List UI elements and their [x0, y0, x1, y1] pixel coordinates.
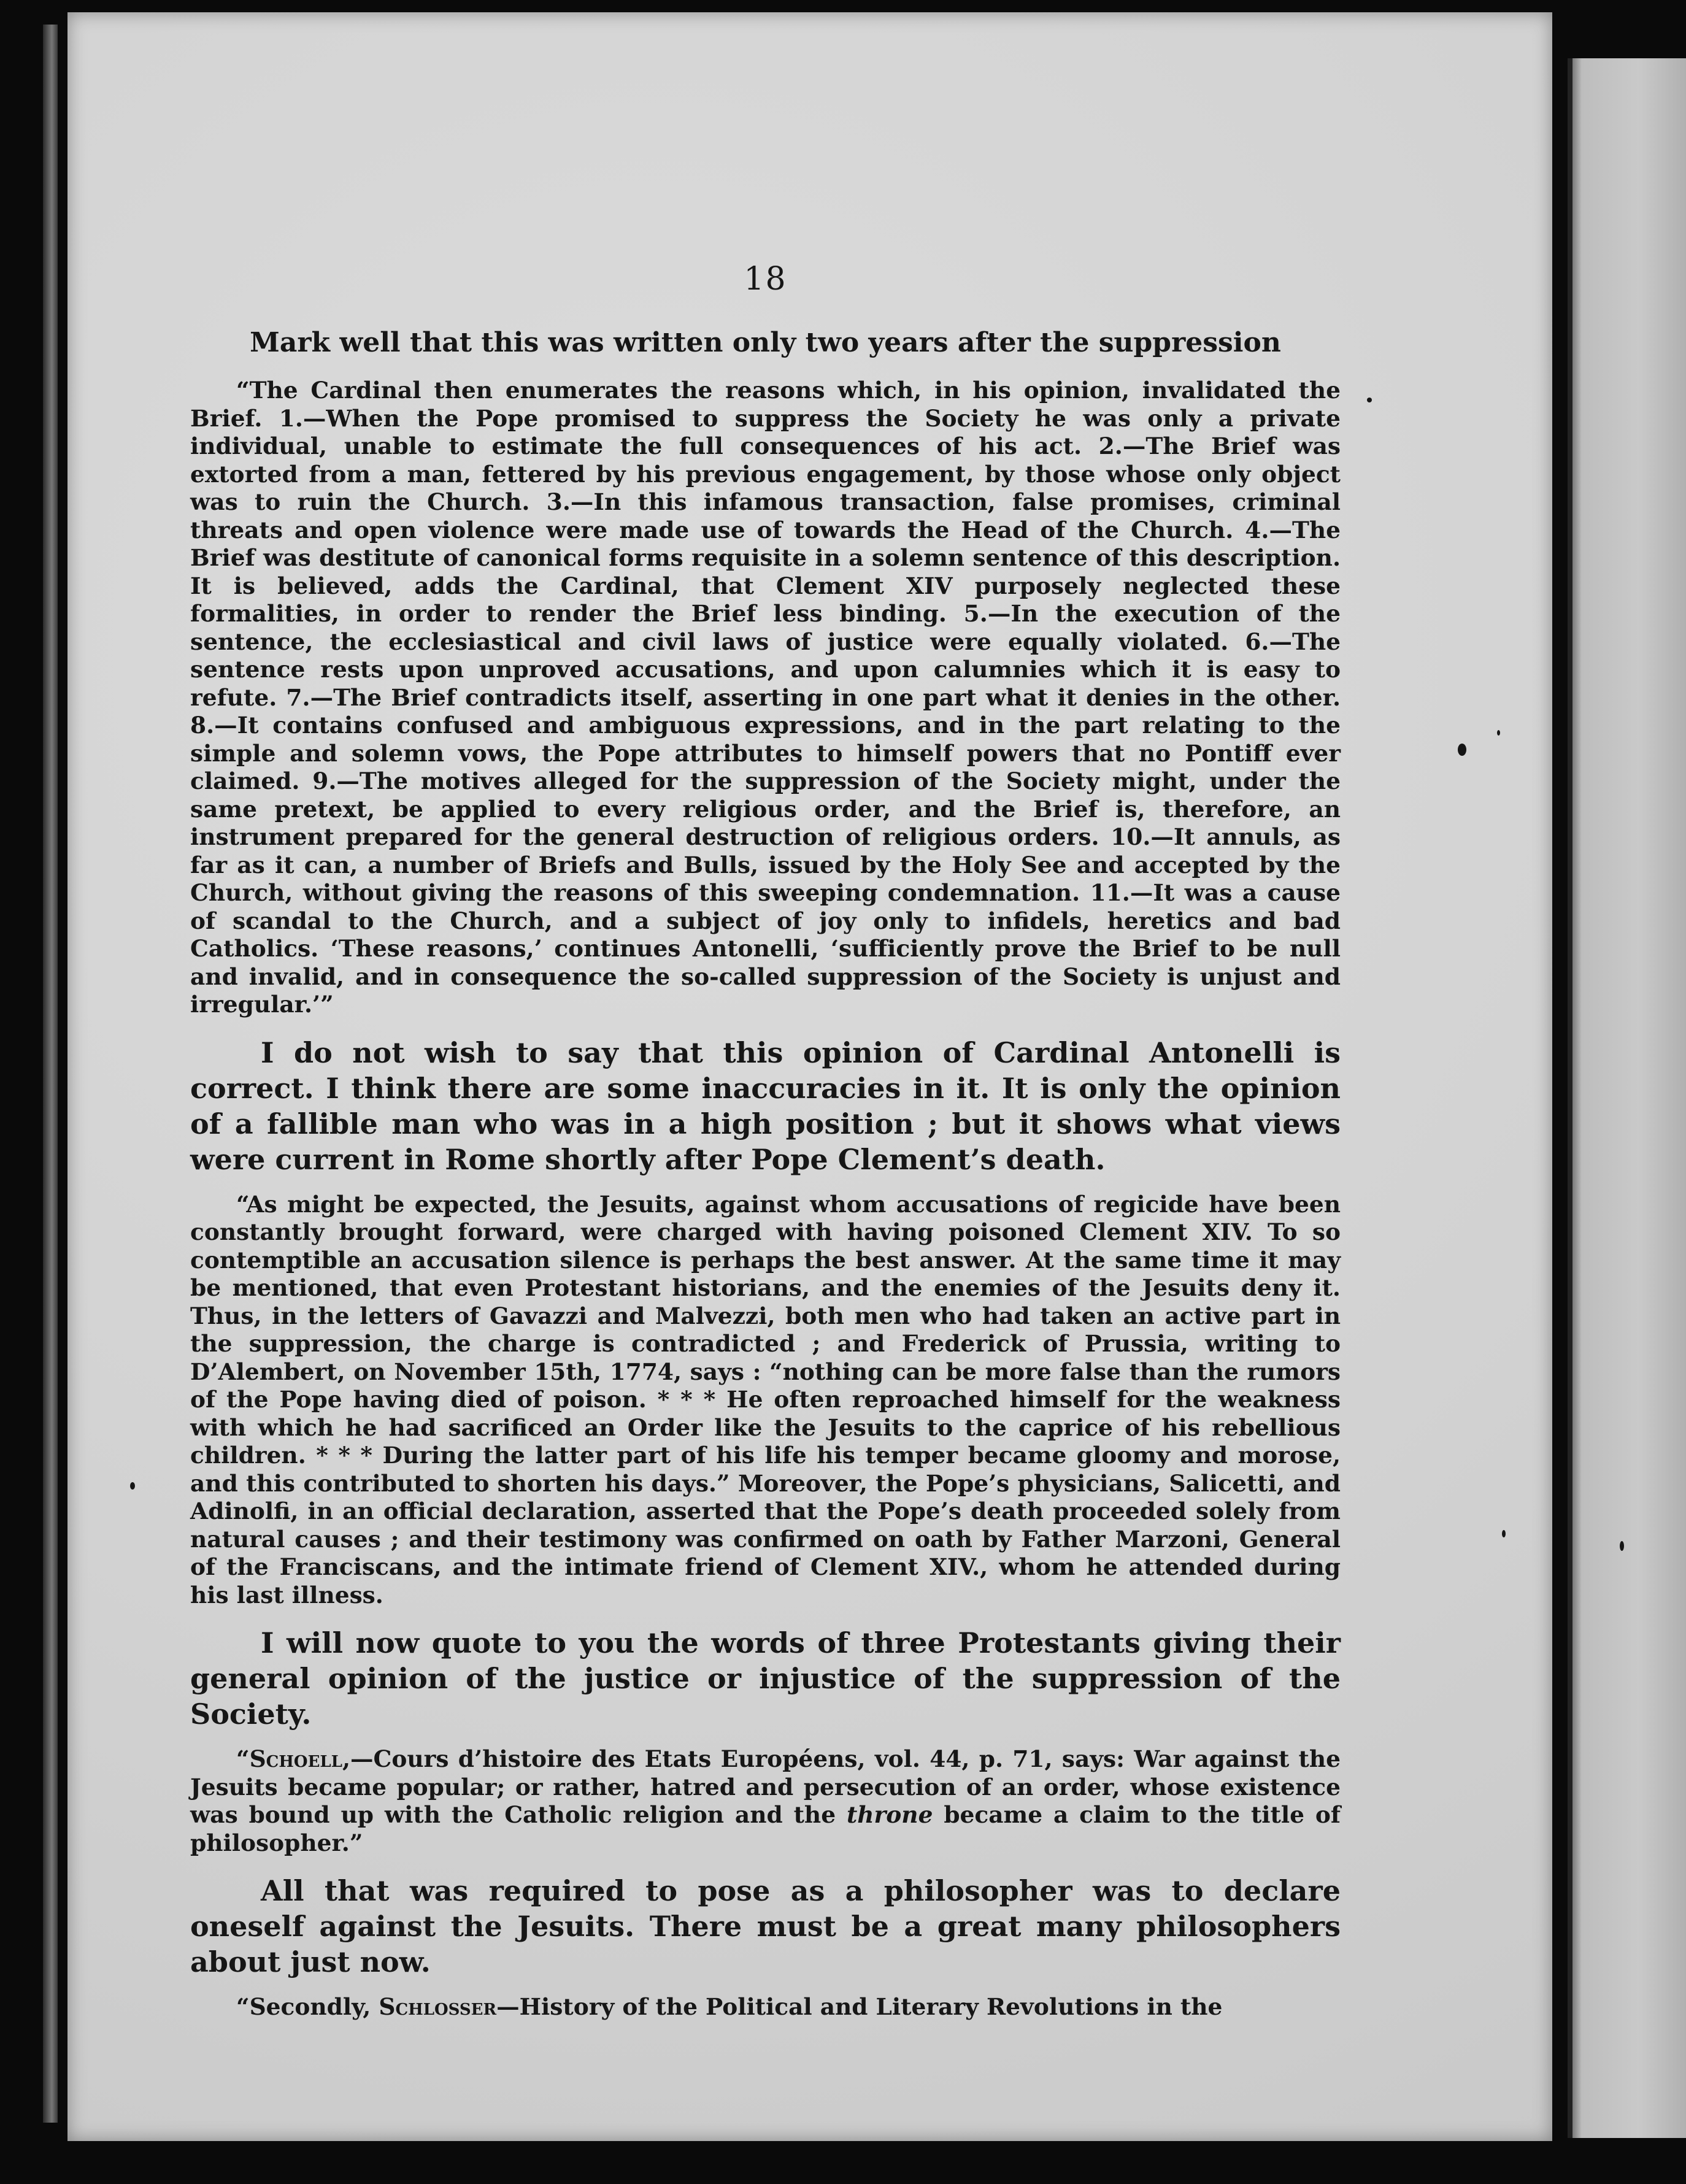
page-number: 18	[744, 261, 787, 298]
quote-schlosser-lead: “Secondly,	[236, 1993, 379, 2020]
scan-speck	[1502, 1530, 1506, 1537]
scan-speck	[1367, 398, 1372, 402]
paragraph-commentary-2: I will now quote to you the words of three Protestants giving their general opinion of the justice or injustice of the suppression of the Society.	[190, 1626, 1341, 1731]
scan-speck	[1620, 1541, 1624, 1551]
quote-schoell: “Schoell,—Cours d’histoire des Etats Européens, vol. 44, p. 71, says: War against the Jesuits became popular; or rather, hatred and persecution of an order, whose existence was bound up with the Catholic religion and the throne became a claim to the title of philosopher.”	[190, 1745, 1341, 1856]
paragraph-commentary-3: All that was required to pose as a philosopher was to declare oneself against the Jesuits. There must be a great many philosophers about just now.	[190, 1874, 1341, 1978]
quote-poison-charge: “As might be expected, the Jesuits, against whom accusations of regicide have been constantly brought forward, were charged with having poisoned Clement XIV. To so contemptible an accusation silence is perhaps the best answer. At the same time it may be mentioned, that even Protestant historians, and the enemies of the Jesuits deny it. Thus, in the letters of Gavazzi and Malvezzi, both men who had taken an active part in the suppression, the charge is contradicted ; and Frederick of Prussia, writing to D’Alembert, on November 15th, 1774, says : “nothing can be more false than the rumors of the Pope having died of poison. * * * He often reproached himself for the weakness with which he had sacrificed an Order like the Jesuits to the caprice of his rebellious children. * * * During the latter part of his life his temper became gloomy and morose, and this contributed to shorten his days.” Moreover, the Pope’s physicians, Salicetti, and Adinolfi, in an official declaration, asserted that the Pope’s death proceeded solely from natural causes ; and their testimony was confirmed on oath by Father Marzoni, General of the Franciscans, and the intimate friend of Clement XIV., whom he attended during his last illness.	[190, 1190, 1341, 1609]
paragraph-commentary-1: I do not wish to say that this opinion of Cardinal Antonelli is correct. I think there are some inaccuracies in it. It is only the opinion of a fallible man who was in a high position ; but it shows what views were current in Rome shortly after Pope Clement’s death.	[190, 1036, 1341, 1176]
quote-schlosser-text: —History of the Political and Literary Revolutions in the	[496, 1993, 1223, 2020]
quote-schoell-end: became a claim to the title of philosopher.”	[190, 1801, 1341, 1856]
page-gutter	[1568, 58, 1572, 2138]
scan-frame-edge	[43, 25, 58, 2123]
scan-speck	[1497, 730, 1500, 736]
paragraph-note: Mark well that this was written only two years after the suppression	[250, 327, 1281, 358]
adjacent-page-edge	[1568, 58, 1686, 2138]
quote-schlosser	[190, 1993, 1341, 2021]
quote-schoell-text: —Cours d’histoire des Etats Européens, vol. 44, p. 71, says: War against the Jesuits became popular; or rather, hatred and persecution of an order, whose existence was bound up with the Catholic religion and the	[190, 1745, 1341, 1828]
page-content	[190, 258, 1341, 2037]
author-name-schoell: Schoell,	[249, 1745, 351, 1772]
quote-schoell-italic: throne	[846, 1801, 933, 1828]
scan-speck	[1458, 744, 1466, 756]
scan-speck	[130, 1482, 135, 1490]
author-name-schlosser: Schlosser	[379, 1993, 497, 2020]
quote-antonelli-reasons: “The Cardinal then enumerates the reasons which, in his opinion, invalidated the Brief. 1.—When the Pope promised to suppress the Society he was only a private individual, unable to estimate the full consequences of his act. 2.—The Brief was extorted from a man, fettered by his previous engagement, by those whose only object was to ruin the Church. 3.—In this infamous transaction, false promises, criminal threats and open violence were made use of towards the Head of the Church. 4.—The Brief was destitute of canonical forms requisite in a solemn sentence of this description. It is believed, adds the Cardinal, that Clement XIV purposely neglected these formalities, in order to render the Brief less binding. 5.—In the execution of the sentence, the ecclesiastical and civil laws of justice were equally violated. 6.—The sentence rests upon unproved accusations, and upon calumnies which it is easy to refute. 7.—The Brief contradicts itself, asserting in one part what it denies in the other. 8.—It contains confused and ambiguous expressions, and in the part relating to the simple and solemn vows, the Pope attributes to himself powers that no Pontiff ever claimed. 9.—The motives alleged for the suppression of the Society might, under the same pretext, be applied to every religious order, and the Brief is, therefore, an instrument prepared for the general destruction of religious orders. 10.—It annuls, as far as it can, a number of Briefs and Bulls, issued by the Holy See and accepted by the Church, without giving the reasons of this sweeping condemnation. 11.—It was a cause of scandal to the Church, and a subject of joy only to infidels, heretics and bad Catholics. ‘These reasons,’ continues Antonelli, ‘sufficiently prove the Brief to be null and invalid, and in consequence the so-called suppression of the Society is unjust and irregular.’”	[190, 377, 1341, 1018]
